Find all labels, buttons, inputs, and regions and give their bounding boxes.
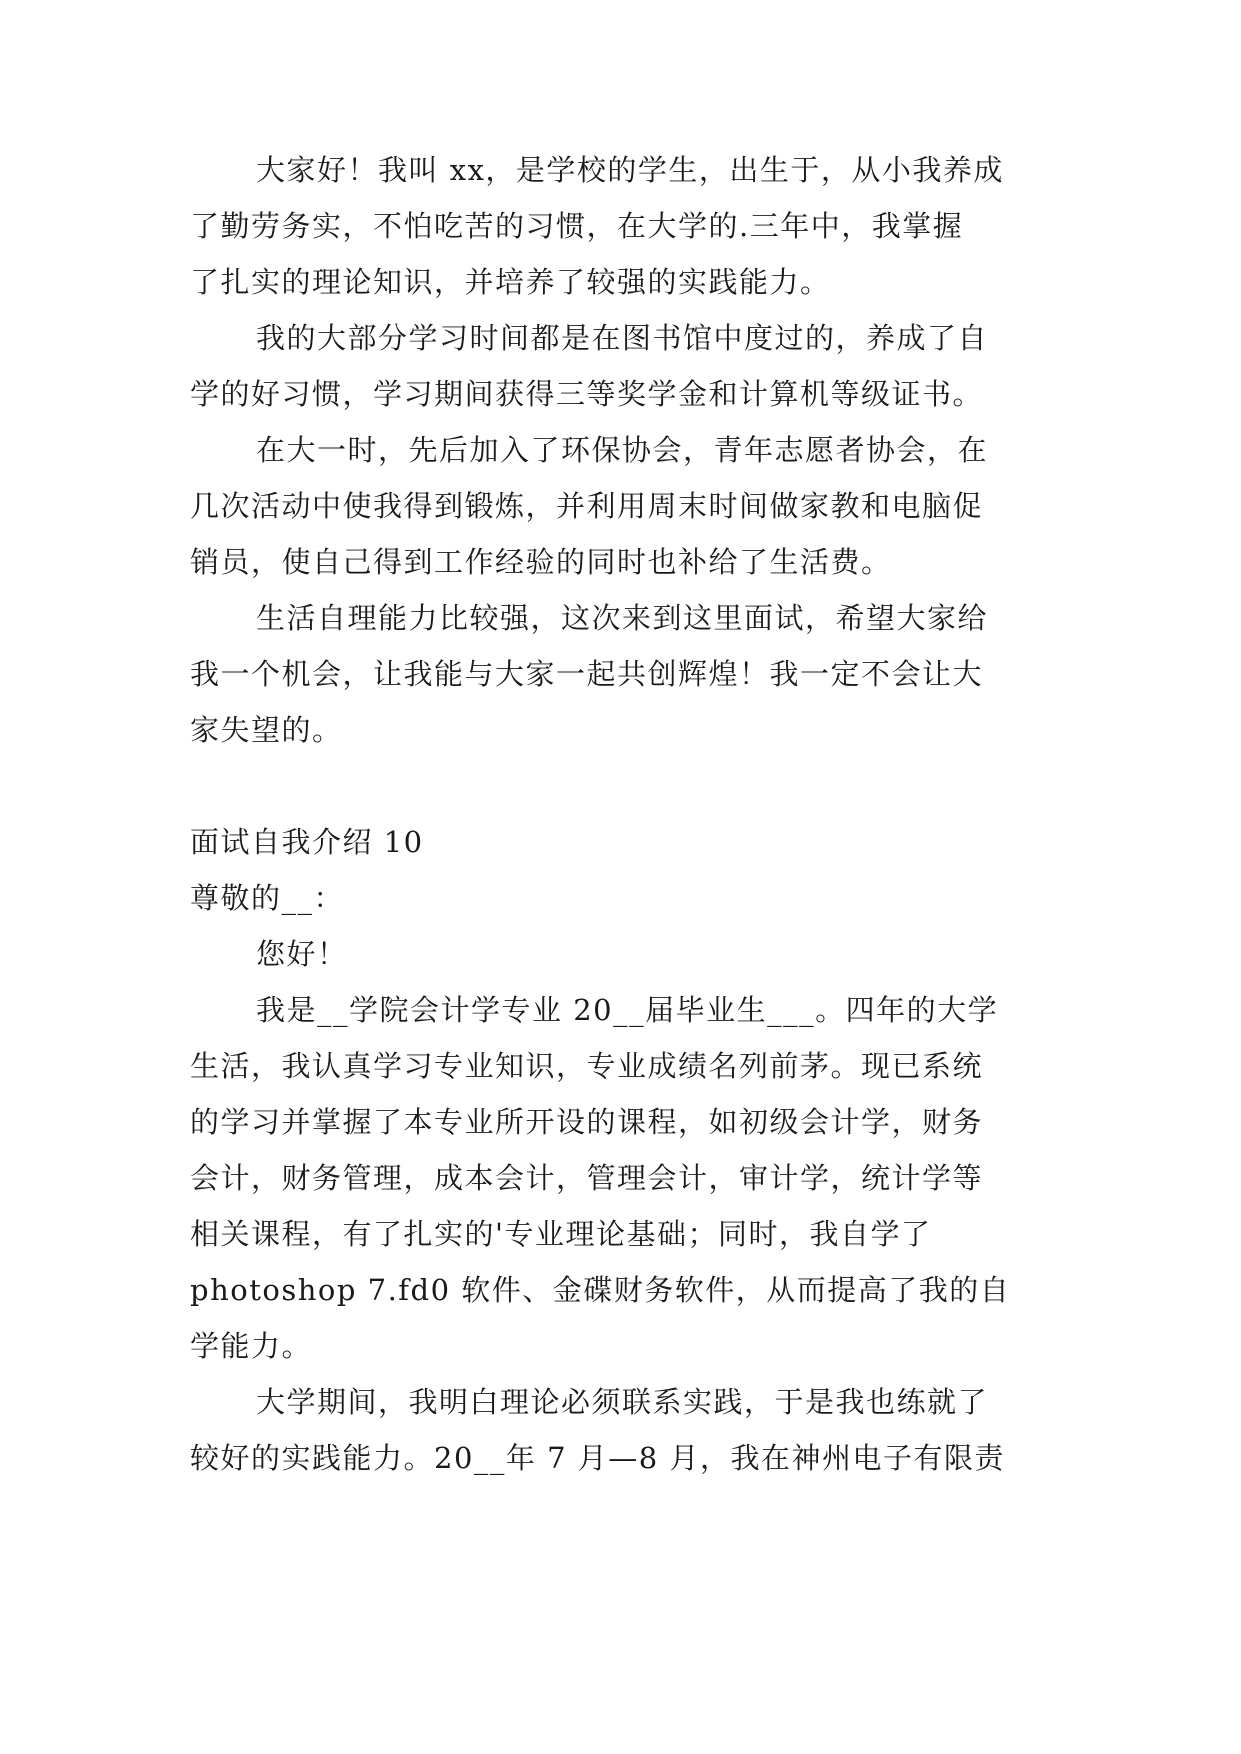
paragraph-line: 了勤劳务实，不怕吃苦的习惯，在大学的.三年中，我掌握	[190, 209, 964, 243]
section-heading: 面试自我介绍 10	[190, 825, 424, 859]
paragraph-line: 的学习并掌握了本专业所开设的课程，如初级会计学，财务	[190, 1105, 984, 1139]
paragraph-line: 生活，我认真学习专业知识，专业成绩名列前茅。现已系统	[190, 1049, 984, 1083]
paragraph-line: 大学期间，我明白理论必须联系实践，于是我也练就了	[256, 1385, 989, 1419]
salutation: 尊敬的__：	[190, 881, 345, 915]
greeting: 您好！	[256, 937, 348, 971]
paragraph-line: 会计，财务管理，成本会计，管理会计，审计学，统计学等	[190, 1161, 984, 1195]
paragraph-line: 在大一时，先后加入了环保协会，青年志愿者协会，在	[256, 433, 989, 467]
paragraph-line: 了扎实的理论知识，并培养了较强的实践能力。	[190, 265, 831, 299]
paragraph-line: 大家好！我叫 xx，是学校的学生，出生于，从小我养成	[256, 153, 1004, 187]
paragraph-line: 生活自理能力比较强，这次来到这里面试，希望大家给	[256, 601, 989, 635]
paragraph-line: 较好的实践能力。20__年 7 月—8 月，我在神州电子有限责	[190, 1441, 1005, 1475]
paragraph-line: 销员，使自己得到工作经验的同时也补给了生活费。	[190, 545, 892, 579]
paragraph-line: photoshop 7.fd0 软件、金碟财务软件，从而提高了我的自	[190, 1273, 1011, 1307]
paragraph-line: 我的大部分学习时间都是在图书馆中度过的，养成了自	[256, 321, 989, 355]
paragraph-line: 学的好习惯，学习期间获得三等奖学金和计算机等级证书。	[190, 377, 984, 411]
paragraph-line: 相关课程，有了扎实的'专业理论基础；同时，我自学了	[190, 1217, 932, 1251]
paragraph-line: 我一个机会，让我能与大家一起共创辉煌！我一定不会让大	[190, 657, 984, 691]
paragraph-line: 几次活动中使我得到锻炼，并利用周末时间做家教和电脑促	[190, 489, 984, 523]
paragraph-line: 家失望的。	[190, 713, 343, 747]
paragraph-line: 学能力。	[190, 1329, 313, 1363]
paragraph-line: 我是__学院会计学专业 20__届毕业生___。四年的大学	[256, 993, 999, 1027]
